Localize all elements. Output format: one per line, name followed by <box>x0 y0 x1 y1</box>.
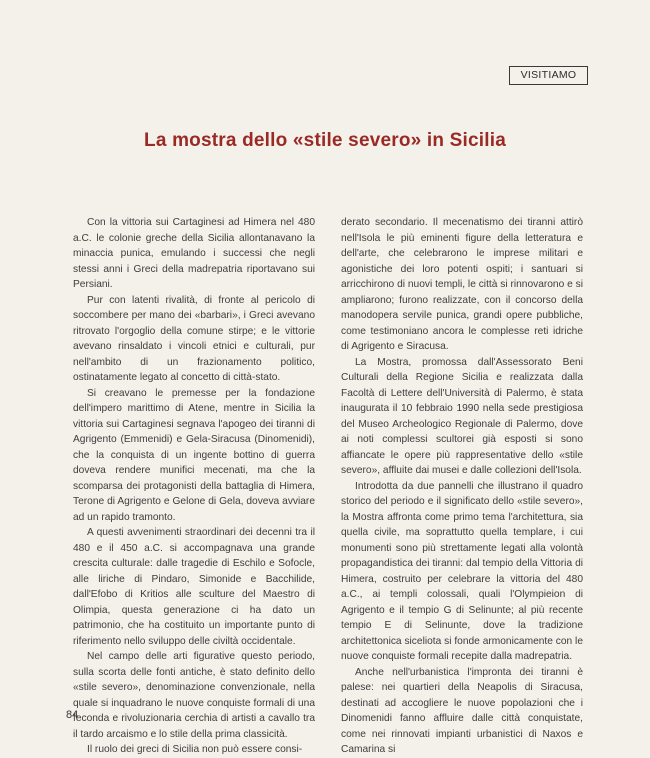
paragraph: Si creavano le premesse per la fondazione dell'impero marittimo di Atene, mentre in Sicilia la vittoria sui Cartaginesi segnava l'apogeo dei tiranni di Agrigento (Emmenidi) e Gela-Siracusa (Dinomenidi), che la conquista di un ingente bottino di guerra doveva rendere munifici mecenati, ma che la scomparsa dei protagonisti della battaglia di Himera, Terone di Agrigento e Gelone di Gela, doveva avviare ad un rapido tramonto. <box>73 387 315 523</box>
article-title: La mostra dello «stile severo» in Sicilia <box>144 130 506 151</box>
paragraph: Il ruolo dei greci di Sicilia non può essere consi- <box>87 744 303 755</box>
right-column <box>341 215 583 758</box>
paragraph: La Mostra, promossa dall'Assessorato Beni Culturali della Regione Sicilia e realizzata dalla Facoltà di Lettere dell'Università di Palermo, è stata inaugurata il 10 febbraio 1990 nella sede prestigiosa del Museo Archeologico Regionale di Palermo, dove ai noti complessi scultorei già esposti si sono affiancate le opere più rappresentative dello «stile severo», affluite dai musei e dalle collezioni dell'Isola. <box>341 356 583 476</box>
paragraph: Nel campo delle arti figurative questo periodo, sulla scorta delle fonti antiche, è stato definito dello «stile severo», denominazione convenzionale, nella quale si inquadrano le nuove conquiste formali di una feconda e rivoluzionaria cerchia di artisti a cavallo tra il tardo arcaismo e lo stile della prima classicità. <box>73 651 315 740</box>
paragraph: Pur con latenti rivalità, di fronte al pericolo di soccombere per mano dei «barbari», i Greci avevano ritrovato l'orgoglio della comune stirpe; e le vittorie avevano rinsaldato i vincoli etnici e culturali, pur nell'ambito di un frazionamento politico, ostinatamente legato al concetto di città-stato. <box>73 294 315 383</box>
paragraph: A questi avvenimenti straordinari dei decenni tra il 480 e il 450 a.C. si accompagnava una grande crescita culturale: dalle tragedie di Eschilo e Sofocle, alle liriche di Pindaro, Simonide e Bacchilide, dall'Efobo di Kritios alle sculture del Maestro di Olimpia, questa generazione ci ha dato un patrimonio, che ha costituito un importante punto di riferimento nello sviluppo delle civiltà occidentale. <box>73 527 315 647</box>
left-column <box>73 215 315 758</box>
page-number: 84 <box>66 709 79 721</box>
paragraph: Anche nell'urbanistica l'impronta dei tiranni è palese: nei quartieri della Neapolis di Siracusa, destinati ad accogliere le nuove popolazioni che i Dinomenidi fanno affluire dalle città conquistate, come nei rinnovati impianti urbanistici di Naxos e Camarina si <box>341 666 583 755</box>
paragraph: derato secondario. Il mecenatismo dei tiranni attirò nell'Isola le più eminenti figure della letteratura e dell'arte, che celebrarono le imprese militari e agonistiche dei loro potenti ospiti; i santuari si arricchirono di nuovi templi, le città si rinnovarono e si ampliarono; furono realizzate, con il concorso della manodopera servile punica, grandi opere pubbliche, come testimoniano ancora le complesse reti idriche di Agrigento e Siracusa. <box>341 217 583 352</box>
paragraph: Con la vittoria sui Cartaginesi ad Himera nel 480 a.C. le colonie greche della Sicilia allontanavano la minaccia punica, emulando i successi che negli stessi anni i Greci della madrepatria riportavano sui Persiani. <box>73 217 315 290</box>
section-badge: VISITIAMO <box>509 66 588 85</box>
paragraph: Introdotta da due pannelli che illustrano il quadro storico del periodo e il significato dello «stile severo», la Mostra affronta come primo tema l'architettura, sia quella civile, ma soprattutto quella templare, i cui monumenti sono più strettamente legati alla volontà propagandistica dei tiranni: dal tempio della Vittoria di Himera, costruito per celebrare la vittoria del 480 a.C., ai templi colossali, quali l'Olympieion di Agrigento e il tempio G di Selinunte; al più recente tempio E di Selinunte, dove la tradizione architettonica siceliota si fonde armonicamente con le nuove conquiste formali recepite dalla madrepatria. <box>341 480 583 662</box>
